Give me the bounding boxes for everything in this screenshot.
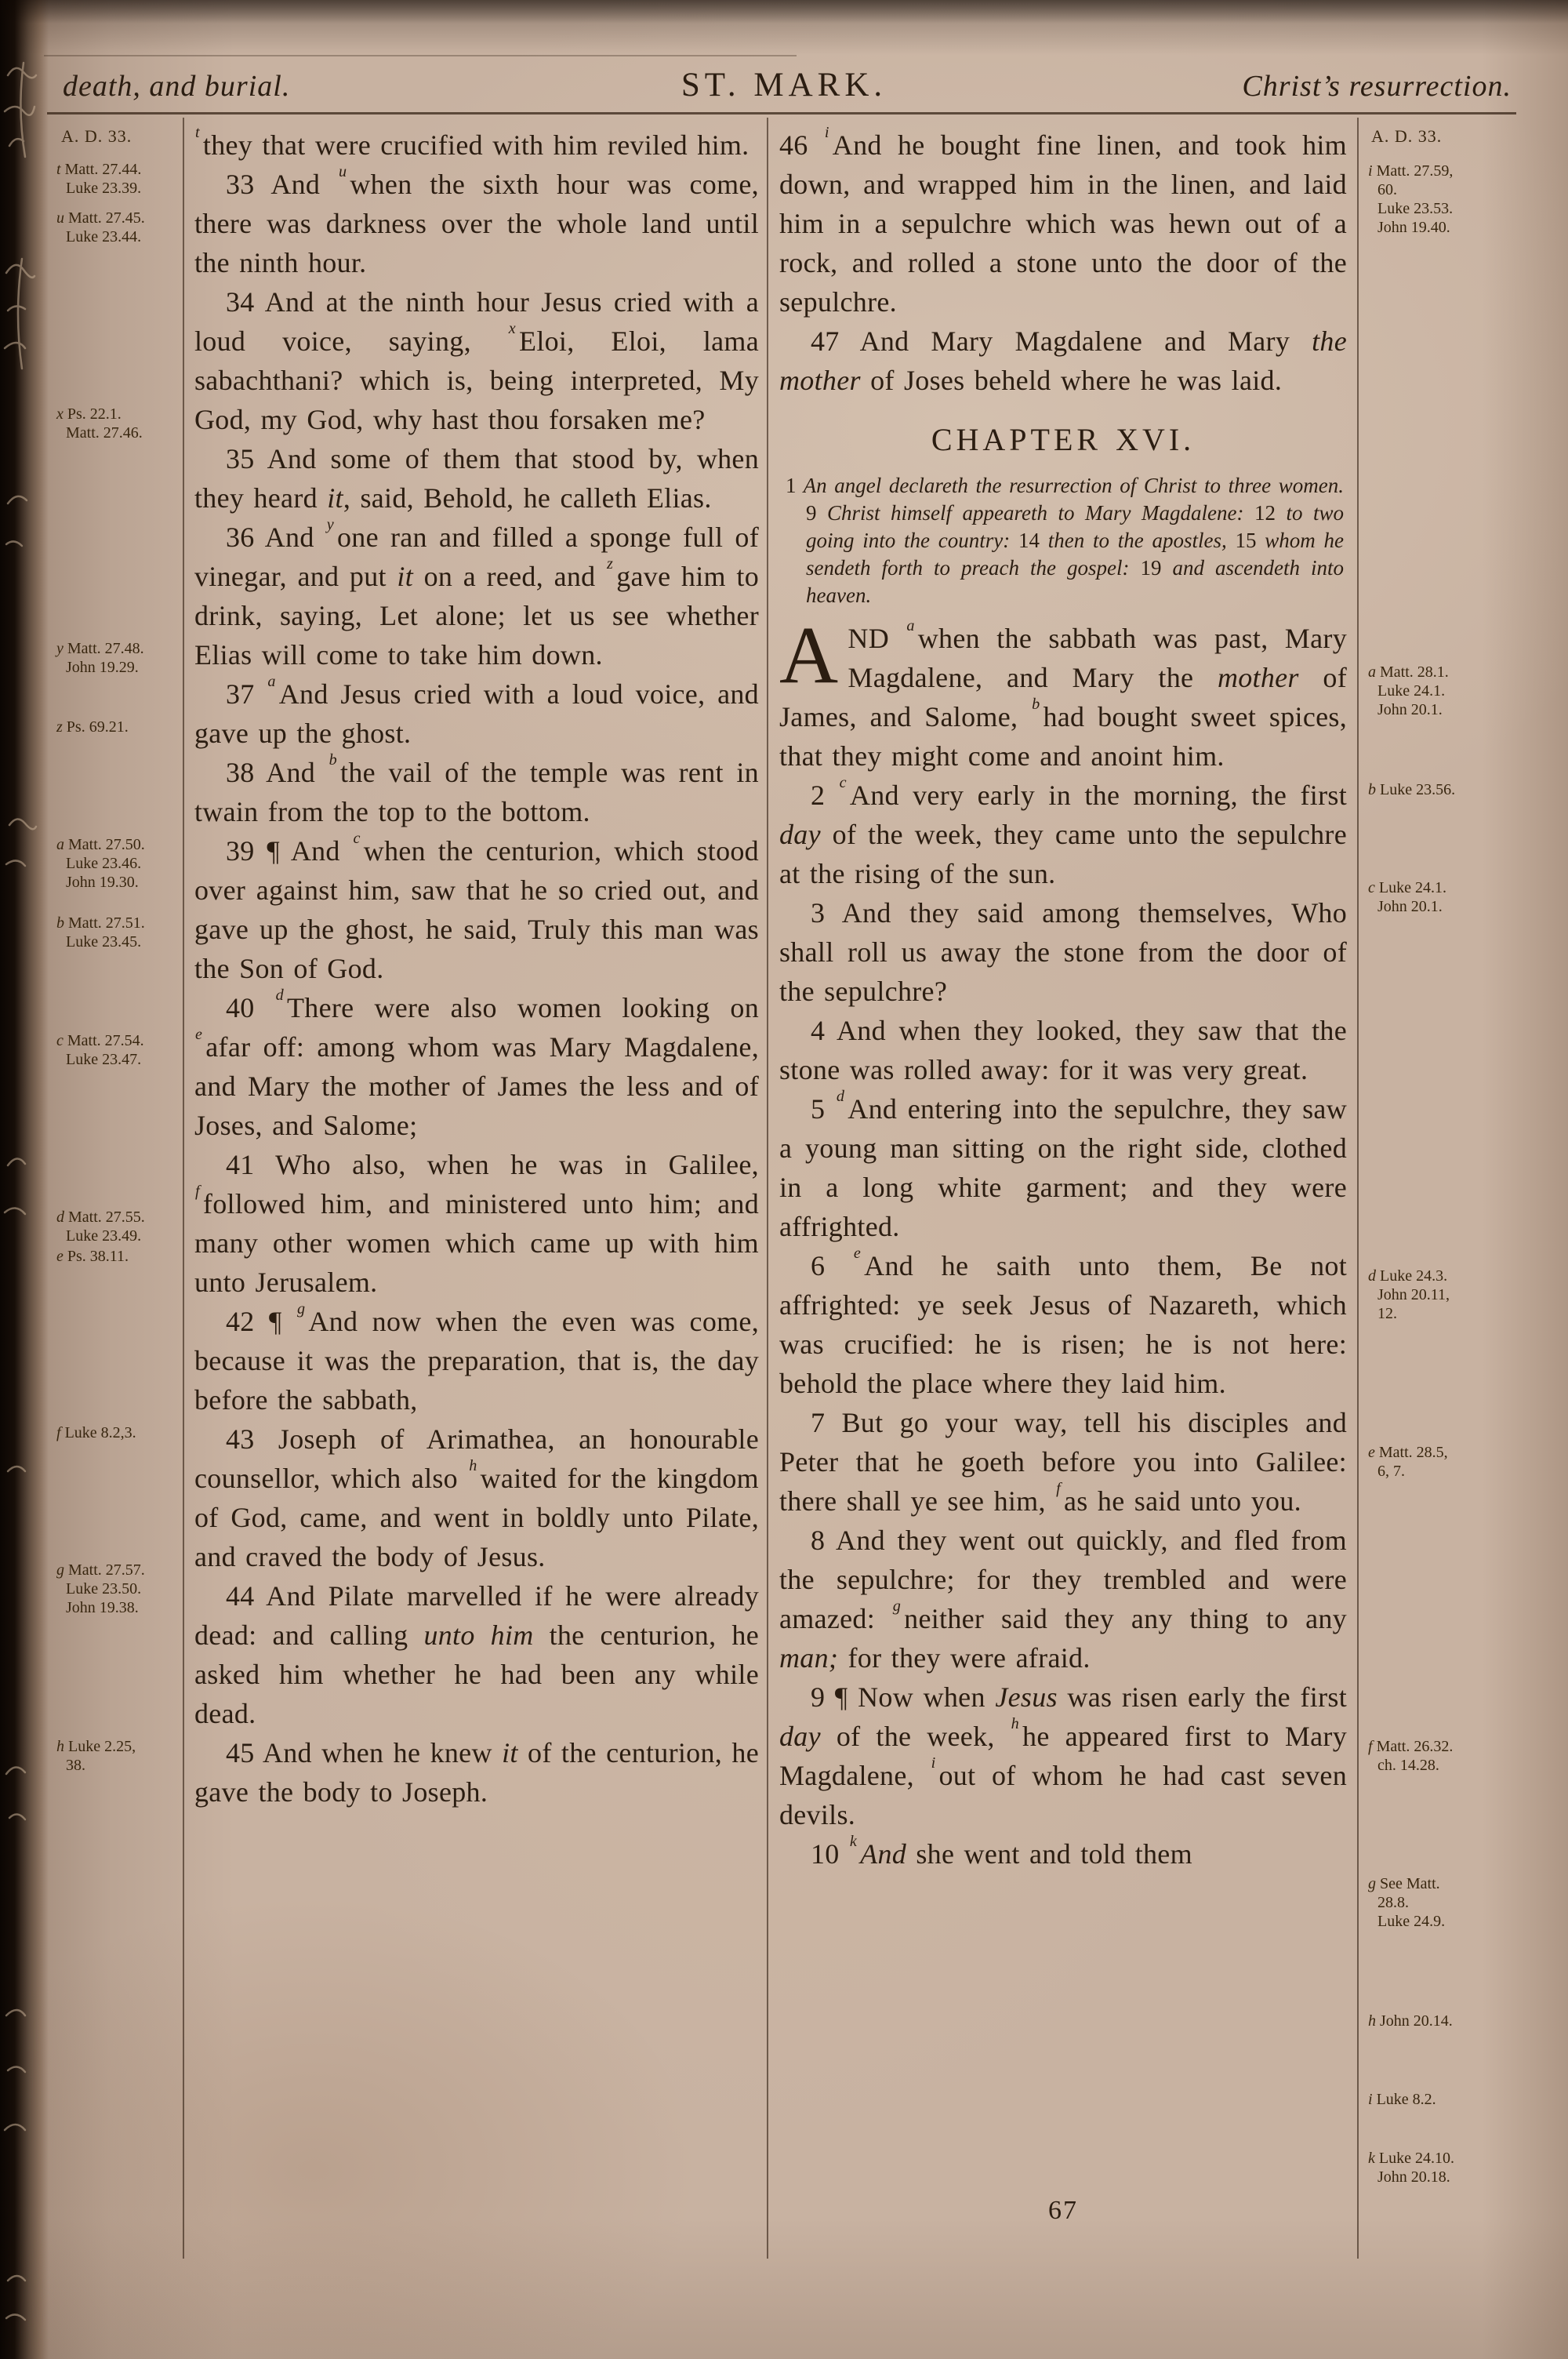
cross-ref-mark: c	[353, 829, 361, 847]
cross-ref-mark: k	[849, 1832, 858, 1850]
cross-ref-mark: z	[607, 554, 614, 572]
verse: 9 ¶ Now when Jesus was risen early the first day of the week, $^h$ he appeared first to Mary Magdalene, $^i$ out of whom he had cast seven devils.	[779, 1681, 1347, 1830]
cross-ref-mark: c	[1368, 879, 1375, 896]
cross-ref-mark: h	[469, 1456, 477, 1474]
right-reference-column	[1367, 0, 1509, 2359]
margin-reference: h John 20.14.	[1368, 2012, 1453, 2030]
margin-reference: f Luke 8.2,3.	[56, 1424, 136, 1441]
margin-reference: u Matt. 27.45. Luke 23.44.	[56, 209, 145, 245]
cross-ref-mark: a	[906, 616, 915, 634]
cross-ref-mark: h	[1011, 1714, 1020, 1732]
margin-reference: c Matt. 27.54. Luke 23.47.	[56, 1032, 144, 1068]
cross-ref-mark: b	[1368, 781, 1376, 798]
verse: 37 $^a$ And Jesus cried with a loud voice, and gave up the ghost.	[194, 672, 759, 749]
page-number: 67	[1048, 2196, 1078, 2225]
margin-reference: b Luke 23.56.	[1368, 781, 1456, 798]
margin-reference: t Matt. 27.44. Luke 23.39.	[56, 161, 142, 197]
verse: 4 And when they looked, they saw that the stone was rolled away: for it was very great.	[779, 1015, 1347, 1085]
cross-ref-mark: k	[1368, 2150, 1375, 2167]
margin-reference: g See Matt. 28.8. Luke 24.9.	[1368, 1875, 1446, 1930]
margin-reference: c Luke 24.1. John 20.1.	[1368, 879, 1446, 915]
cross-ref-mark: i	[931, 1754, 936, 1772]
cross-ref-mark: g	[56, 1561, 64, 1579]
cross-ref-mark: g	[296, 1299, 306, 1318]
verse: $^t$ they that were crucified with him reviled him.	[195, 123, 750, 161]
verse: 33 And $^u$ when the sixth hour was come, there was darkness over the whole land until the ninth hour.	[194, 162, 759, 278]
cross-ref-mark: f	[1056, 1479, 1061, 1497]
verse: 10 $^k$ And she went and told them	[811, 1832, 1192, 1870]
running-head-left: death, and burial.	[63, 70, 291, 103]
verse: 6 $^e$ And he saith unto them, Be not affrighted: ye seek Jesus of Nazareth, which was crucified: he is risen; he is not here: behold the place where they laid him.	[779, 1244, 1347, 1399]
margin-reference: z Ps. 69.21.	[56, 718, 129, 736]
running-head-right: Christ’s resurrection.	[1242, 70, 1512, 103]
cross-ref-mark: x	[508, 319, 517, 337]
cross-ref-mark: h	[1368, 2012, 1376, 2030]
margin-reference: g Matt. 27.57. Luke 23.50. John 19.38.	[56, 1561, 145, 1616]
cross-ref-mark: y	[326, 515, 334, 533]
left-text-column	[194, 125, 759, 1812]
verse: 3 And they said among themselves, Who shall roll us away the stone from the door of the sepulchre?	[779, 897, 1347, 1007]
cross-ref-mark: a	[1368, 663, 1376, 681]
cross-ref-mark: h	[56, 1738, 64, 1755]
margin-reference: h Luke 2.25, 38.	[56, 1738, 136, 1774]
left-reference-column	[55, 0, 179, 2359]
verse: 7 But go your way, tell his disciples and Peter that he goeth before you into Galilee: there shall ye see him, $^f$ as he said unto you.	[779, 1407, 1347, 1517]
cross-ref-mark: e	[56, 1248, 64, 1265]
margin-reference: a Matt. 28.1. Luke 24.1. John 20.1.	[1368, 663, 1449, 718]
cross-ref-mark: f	[56, 1424, 61, 1441]
verse: 5 $^d$ And entering into the sepulchre, they saw a young man sitting on the right side, clothed in a long white garment; and they were affrighted.	[779, 1087, 1347, 1242]
cross-ref-mark: e	[853, 1244, 862, 1262]
margin-reference: i Luke 8.2.	[1368, 2091, 1436, 2108]
verse: 47 And Mary Magdalene and Mary the mother of Joses beheld where he was laid.	[779, 325, 1347, 396]
margin-reference: d Luke 24.3. John 20.11, 12.	[1368, 1267, 1450, 1322]
cross-ref-mark: i	[824, 123, 829, 141]
handwriting-marks	[0, 0, 55, 2359]
margin-reference: x Ps. 22.1. Matt. 27.46.	[56, 405, 143, 442]
date-label-left: A. D. 33.	[61, 126, 132, 146]
drop-cap: A	[779, 610, 839, 700]
cross-ref-mark: a	[56, 836, 64, 853]
verse: 39 ¶ And $^c$ when the centurion, which stood over against him, saw that he so cried out, and gave up the ghost, he said, Truly this man was the Son of God.	[194, 829, 759, 984]
verse: 2 $^c$ And very early in the morning, the first day of the week, they came unto the sepulchre at the rising of the sun.	[779, 773, 1347, 889]
page-header	[52, 64, 1516, 110]
cross-ref-mark: d	[275, 986, 284, 1004]
cross-ref-mark: d	[1368, 1267, 1376, 1285]
verse: 41 Who also, when he was in Galilee, $^f$ followed him, and ministered unto him; and many other women which came up with him unto Jerusalem.	[194, 1149, 759, 1298]
verse: 35 And some of them that stood by, when they heard it, said, Behold, he calleth Elias.	[194, 443, 759, 514]
verse: 34 And at the ninth hour Jesus cried with a loud voice, saying, $^x$ Eloi, Eloi, lama sabachthani? which is, being interpreted, My God, my God, why hast thou forsaken me?	[194, 286, 759, 435]
verse: 43 Joseph of Arimathea, an honourable counsellor, which also $^h$ waited for the kingdom of God, came, and went in boldly unto Pilate, and craved the body of Jesus.	[194, 1423, 759, 1572]
verse: 38 And $^b$ the vail of the temple was rent in twain from the top to the bottom.	[194, 751, 759, 827]
margin-reference: f Matt. 26.32. ch. 14.28.	[1368, 1738, 1454, 1774]
cross-ref-mark: t	[195, 123, 200, 141]
cross-ref-mark: u	[338, 162, 347, 180]
cross-ref-mark: z	[56, 718, 63, 736]
binding-edge	[0, 0, 49, 2359]
column-rule-center	[767, 118, 768, 2259]
cross-ref-mark: d	[836, 1087, 845, 1105]
page-top-shadow	[0, 0, 1568, 24]
cross-ref-mark: e	[1368, 1444, 1375, 1461]
margin-reference: i Matt. 27.59, 60. Luke 23.53. John 19.40.	[1368, 162, 1454, 236]
verse: AND $^a$ when the sabbath was past, Mary Magdalene, and Mary the mother of James, and Salome, $^b$ had bought sweet spices, that they might come and anoint him.	[779, 610, 1348, 772]
verse: 42 ¶ $^g$ And now when the even was come, because it was the preparation, that is, the day before the sabbath,	[194, 1299, 760, 1416]
cross-ref-mark: b	[328, 751, 338, 769]
verse: 36 And $^y$ one ran and filled a sponge full of vinegar, and put it on a reed, and $^z$ gave him to drink, saying, Let alone; let us see whether Elias will come to take him down.	[194, 515, 760, 671]
book-title: ST. MARK.	[681, 67, 887, 104]
verse: 40 $^d$ There were also women looking on $^e$ afar off: among whom was Mary Magdalene, and Mary the mother of James the less and of Joses, and Salome;	[194, 986, 759, 1141]
cross-ref-mark: a	[267, 672, 276, 690]
margin-reference: d Matt. 27.55. Luke 23.49.	[56, 1209, 145, 1245]
verse: 46 $^i$ And he bought fine linen, and took him down, and wrapped him in the linen, and laid him in a sepulchre which was hewn out of a rock, and rolled a stone unto the door of the sepulchre.	[779, 123, 1347, 318]
verse: 45 And when he knew it of the centurion, he gave the body to Joseph.	[194, 1737, 759, 1808]
margin-reference: k Luke 24.10. John 20.18.	[1368, 2150, 1454, 2186]
cross-ref-mark: y	[56, 640, 64, 657]
cross-ref-mark: i	[1368, 162, 1373, 180]
margin-reference: e Ps. 38.11.	[56, 1248, 129, 1265]
margin-reference: a Matt. 27.50. Luke 23.46. John 19.30.	[56, 836, 145, 891]
date-label-right: A. D. 33.	[1371, 126, 1443, 146]
margin-reference: e Matt. 28.5, 6, 7.	[1368, 1444, 1448, 1480]
header-rule	[47, 112, 1516, 114]
cross-ref-mark: b	[1032, 695, 1040, 713]
cross-ref-mark: t	[56, 161, 61, 178]
column-rule-right	[1357, 118, 1359, 2259]
cross-ref-mark: i	[1368, 2091, 1373, 2108]
cross-ref-mark: u	[56, 209, 64, 227]
cross-ref-mark: b	[56, 914, 64, 932]
cross-ref-mark: g	[1368, 1875, 1376, 1892]
cross-ref-mark: c	[56, 1032, 64, 1049]
verse: 8 And they went out quickly, and fled from the sepulchre; for they trembled and were amazed: $^g$ neither said they any thing to any man; for they were afraid.	[779, 1525, 1347, 1674]
column-rule-left	[183, 118, 184, 2259]
cross-ref-mark: e	[195, 1025, 203, 1043]
cross-ref-mark: g	[892, 1597, 902, 1615]
margin-reference: b Matt. 27.51. Luke 23.45.	[56, 914, 145, 951]
cross-ref-mark: c	[839, 773, 847, 791]
cross-ref-mark: f	[195, 1182, 200, 1200]
chapter-heading: CHAPTER XVI.	[931, 422, 1196, 457]
right-text-column	[779, 125, 1347, 1874]
verse: 44 And Pilate marvelled if he were already dead: and calling unto him the centurion, he asked him whether he had been any while dead.	[194, 1580, 759, 1729]
cross-ref-mark: f	[1368, 1738, 1373, 1755]
cross-ref-mark: x	[56, 405, 64, 423]
chapter-summary: 1 An angel declareth the resurrection of Christ to three women. 9 Christ himself appeareth to Mary Magdalene: 12 to two going into the country: 14 then to the apostles, 15 whom he sendeth forth to preach the gospel: 19 and ascendeth into heaven.	[786, 474, 1344, 607]
margin-reference: y Matt. 27.48. John 19.29.	[56, 640, 144, 676]
cross-ref-mark: d	[56, 1209, 64, 1226]
